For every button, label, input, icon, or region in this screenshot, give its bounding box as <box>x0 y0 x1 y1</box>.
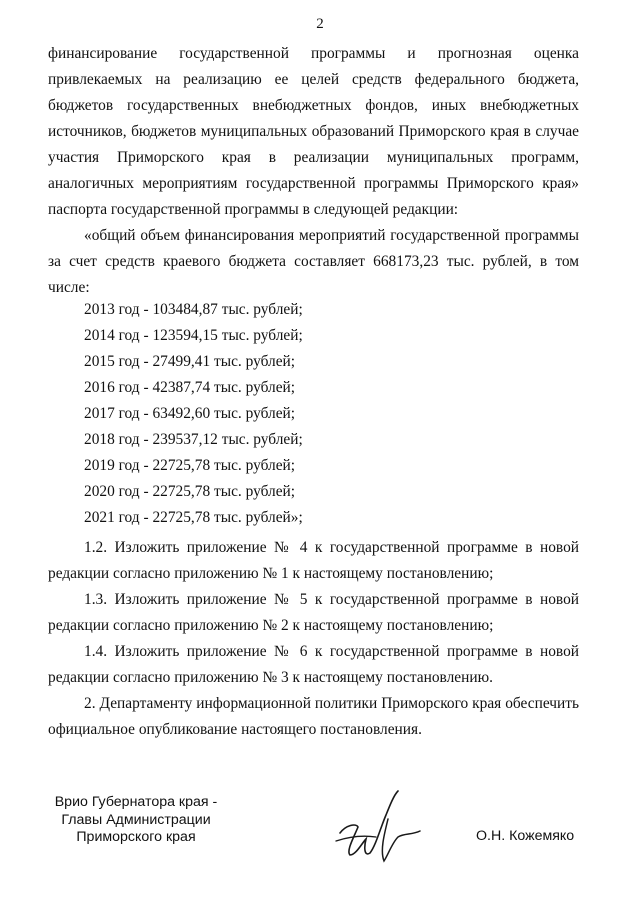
list-item: 2016 год - 42387,74 тыс. рублей; <box>84 379 296 396</box>
paragraph-item-1-4: 1.4. Изложить приложение № 6 к государственной программе в новой редакции согласно приложению № 3 к настоящему постановлению. <box>48 643 579 686</box>
signatory-title <box>46 794 226 847</box>
page-number: 2 <box>316 16 324 32</box>
signatory-name: О.Н. Кожемяко <box>476 828 575 844</box>
list-item: 2013 год - 103484,87 тыс. рублей; <box>84 301 303 318</box>
signatory-title-line: Врио Губернатора края - <box>54 794 218 810</box>
list-item: 2014 год - 123594,15 тыс. рублей; <box>84 327 303 344</box>
paragraph-financing-text: финансирование государственной программы и прогнозная оценка привлекаемых на реализацию ее целей средств федерального бюджета, бюджетов государственных внебюджетных фондов, иных внебюджетных источников, бюджетов муниципальных образований Приморского края в случае участия Приморского края в реализации муниципальных программ, аналогичных мероприятиям государственной программы Приморского края» паспорта государственной программы в следующей редакции: <box>48 45 579 218</box>
paragraph-item-2: 2. Департаменту информационной политики Приморского края обеспечить официальное опубликование настоящего постановления. <box>48 695 579 738</box>
list-item: 2021 год - 22725,78 тыс. рублей»; <box>84 509 303 526</box>
paragraph-item-1-2: 1.2. Изложить приложение № 4 к государственной программе в новой редакции согласно приложению № 1 к настоящему постановлению; <box>48 539 579 582</box>
signatory-title-line: Приморского края <box>76 829 196 845</box>
yearly-amounts-list <box>84 297 303 531</box>
list-item: 2019 год - 22725,78 тыс. рублей; <box>84 457 296 474</box>
handwritten-signature <box>328 785 428 875</box>
list-item: 2015 год - 27499,41 тыс. рублей; <box>84 353 296 370</box>
list-item: 2020 год - 22725,78 тыс. рублей; <box>84 483 296 500</box>
list-item: 2018 год - 239537,12 тыс. рублей; <box>84 431 303 448</box>
signatory-title-line: Главы Администрации <box>61 811 211 828</box>
list-item: 2017 год - 63492,60 тыс. рублей; <box>84 405 296 422</box>
paragraph-item-1-3: 1.3. Изложить приложение № 5 к государственной программе в новой редакции согласно приложению № 2 к настоящему постановлению; <box>48 591 579 634</box>
paragraph-total-volume: «общий объем финансирования мероприятий государственной программы за счет средств краевого бюджета составляет 668173,23 тыс. рублей, в том числе: <box>48 227 579 296</box>
